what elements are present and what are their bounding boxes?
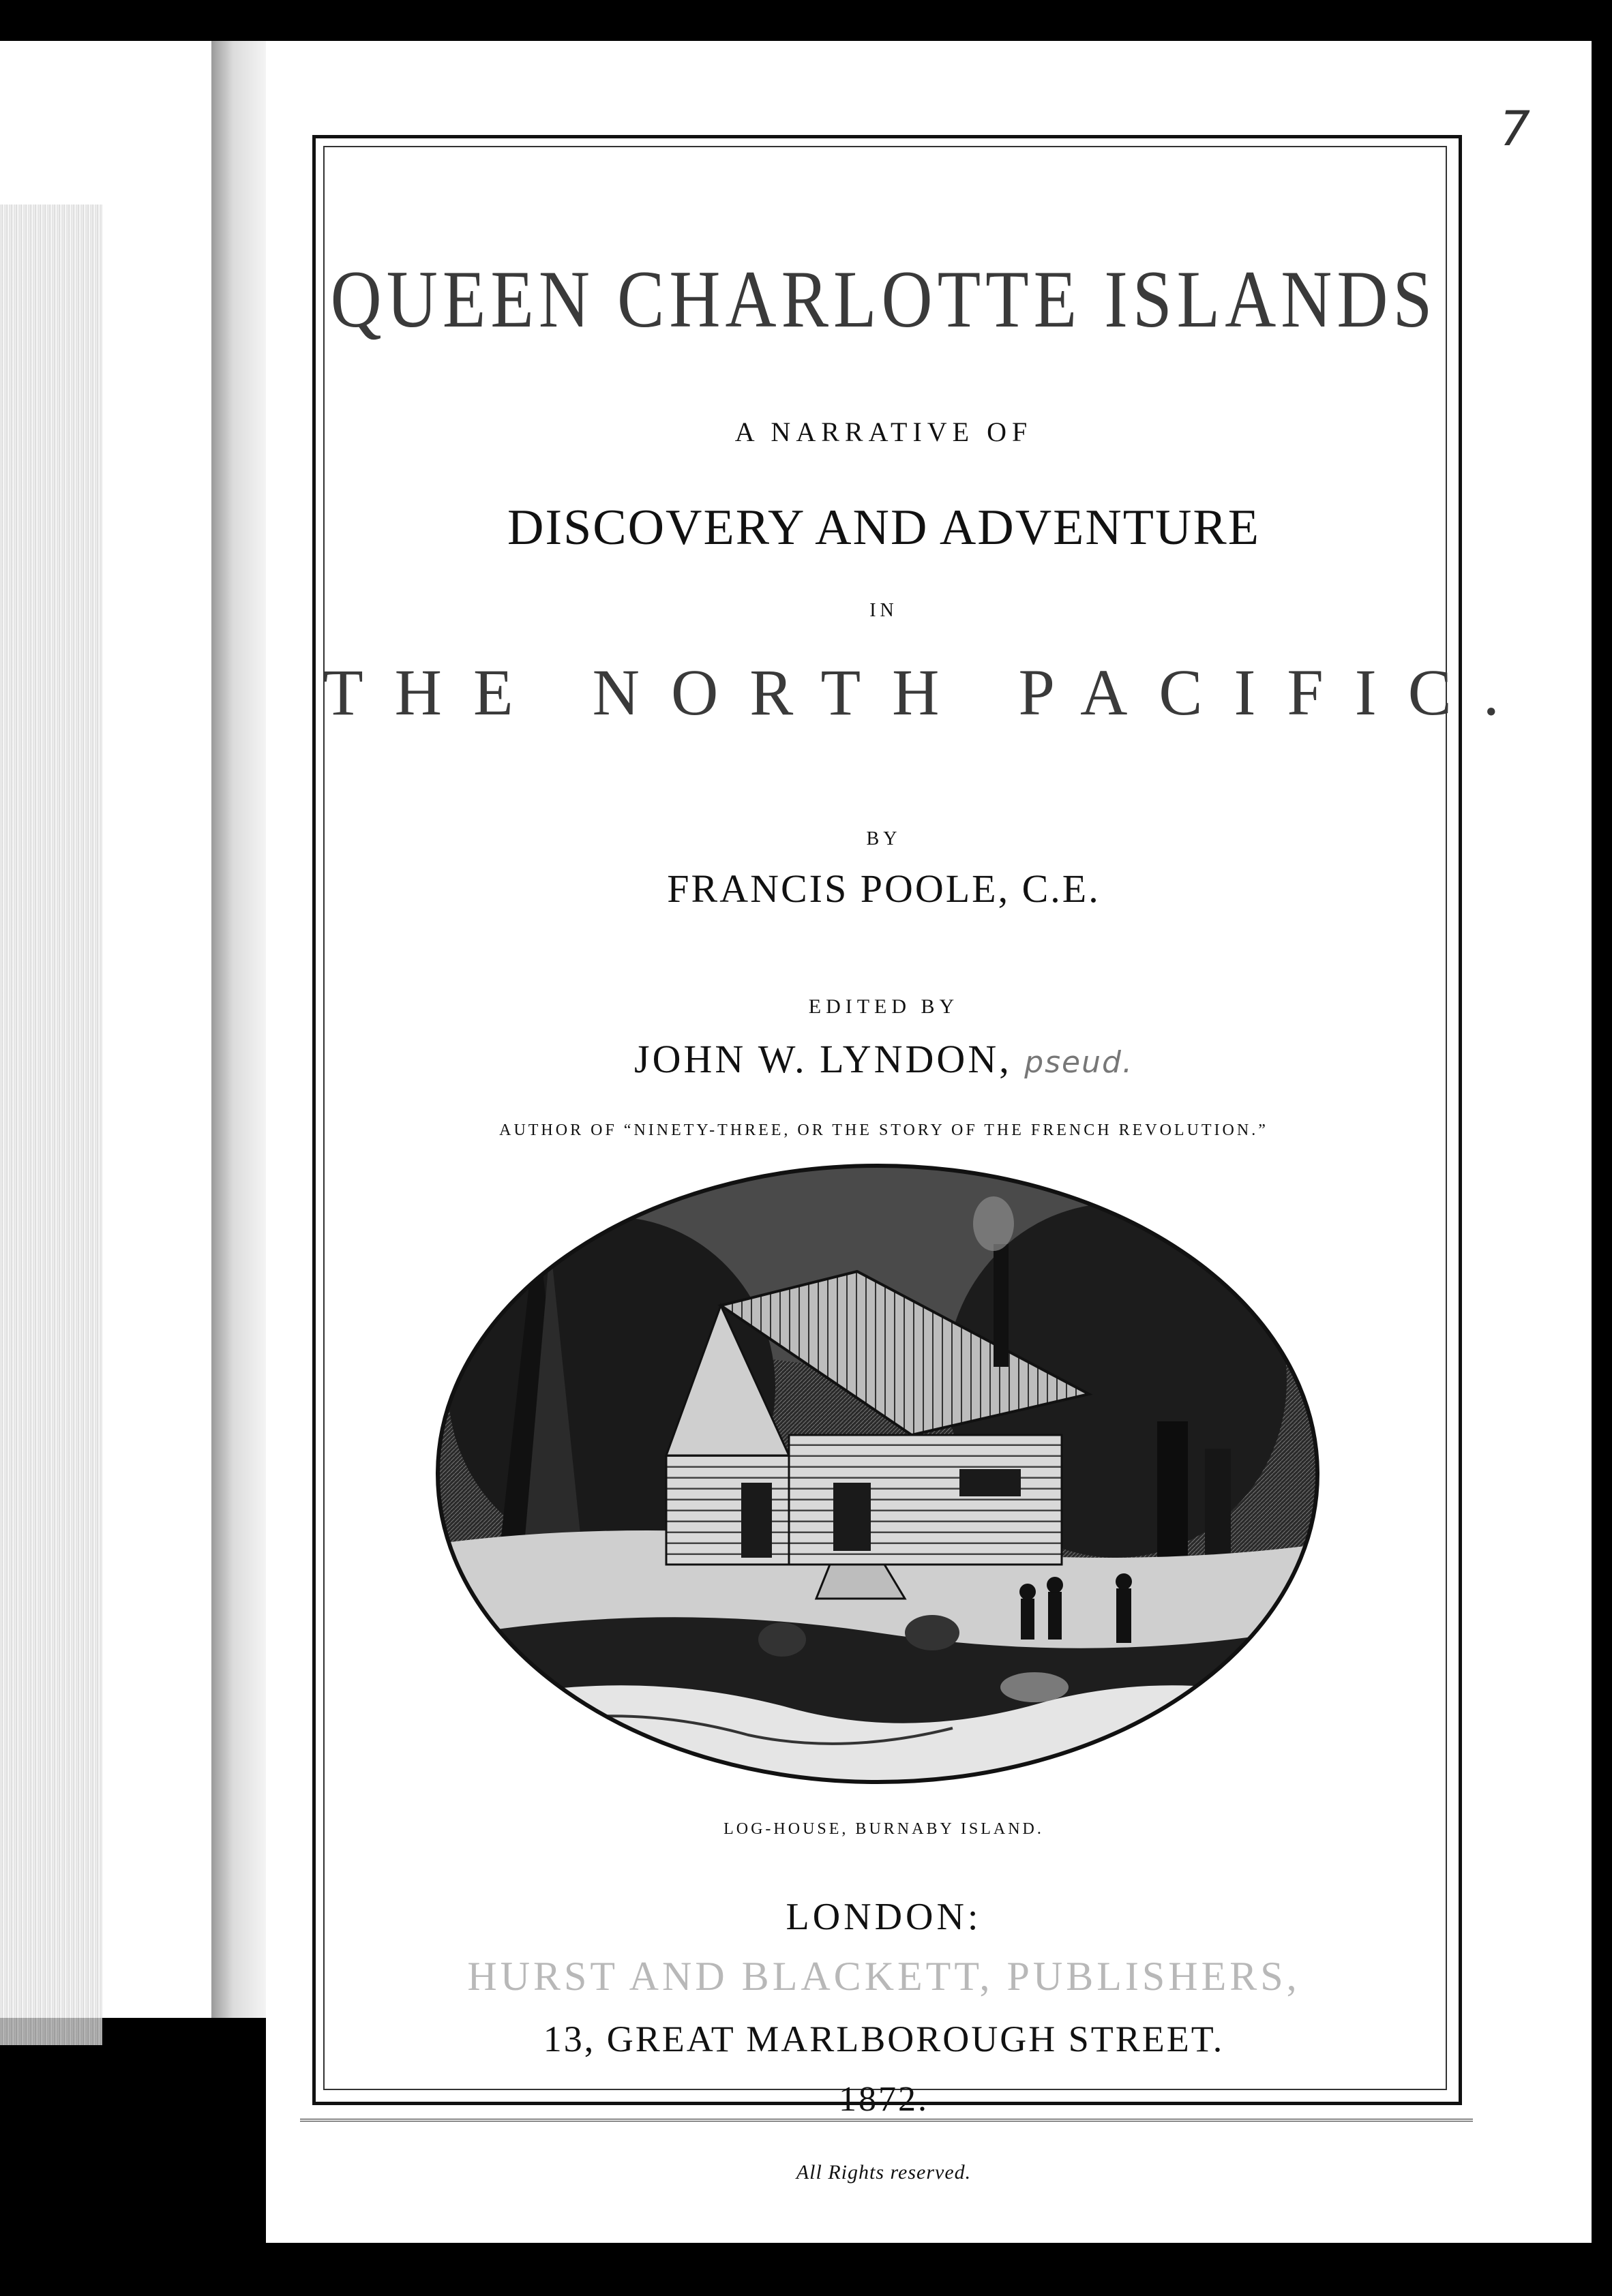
publication-place: LONDON: [786, 1896, 982, 1938]
editor-name: JOHN W. LYNDON, [634, 1037, 1012, 1081]
rights-notice: All Rights reserved. [796, 2161, 972, 2184]
subtitle-line-1: A NARRATIVE OF [734, 417, 1033, 447]
book-gutter [211, 41, 266, 2018]
pencil-page-marker: 7 [1499, 101, 1530, 157]
scan-border [0, 2243, 1612, 2296]
editor-credit: AUTHOR OF “NINETY-THREE, OR THE STORY OF THE FRENCH REVOLUTION.” [499, 1121, 1268, 1139]
subtitle-line-3: IN [869, 600, 898, 621]
editor-line [323, 1036, 1444, 1082]
log-house-engraving [434, 1162, 1321, 1786]
handwritten-annotation: pseud. [1024, 1045, 1133, 1080]
by-label: BY [866, 828, 901, 849]
book-title: QUEEN CHARLOTTE ISLANDS [330, 254, 1437, 345]
bottom-rule [300, 2119, 1473, 2121]
subtitle-line-4: THE NORTH PACIFIC. [323, 656, 1531, 729]
publisher-name: HURST AND BLACKETT, PUBLISHERS, [467, 1954, 1300, 1999]
edited-by-label: EDITED BY [808, 995, 959, 1018]
page-texture [0, 205, 102, 2045]
publication-year: 1872. [839, 2080, 929, 2119]
illustration-caption: LOG-HOUSE, BURNABY ISLAND. [723, 1820, 1044, 1838]
title-page [266, 41, 1592, 2243]
author-name: FRANCIS POOLE, C.E. [667, 866, 1101, 911]
publisher-address: 13, GREAT MARLBOROUGH STREET. [543, 2019, 1225, 2059]
previous-page-edge [0, 41, 211, 2018]
subtitle-line-2: DISCOVERY AND ADVENTURE [507, 500, 1260, 556]
